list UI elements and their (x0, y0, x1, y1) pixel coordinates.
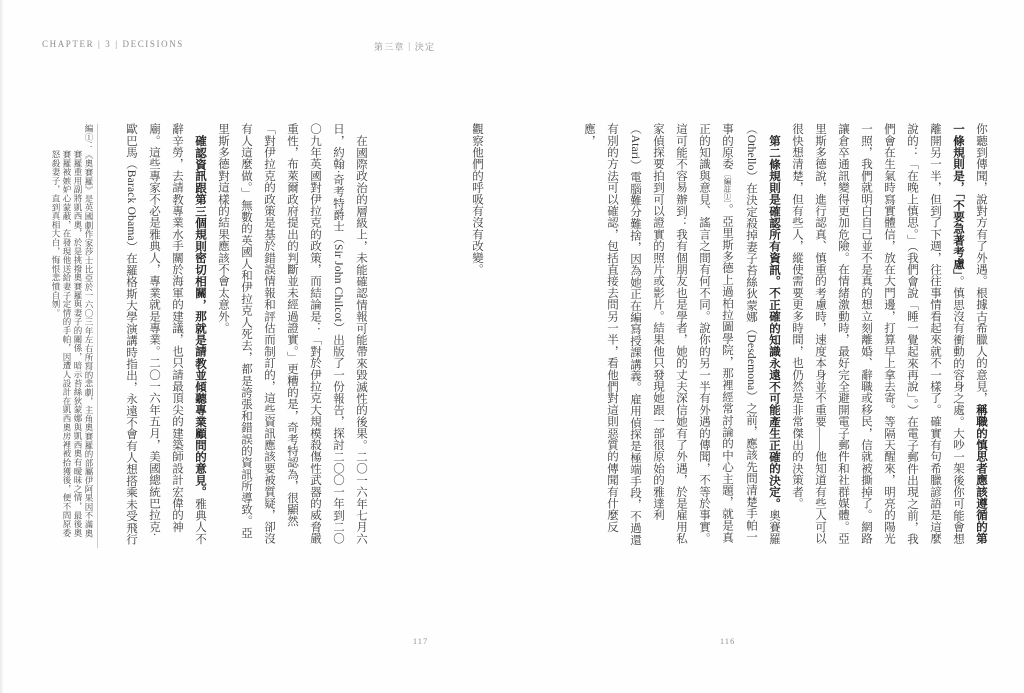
body-text: 你聽到傳聞，說對方有了外遇。根據古希臘人的意見， (975, 123, 987, 404)
body-text: 奧賽羅（Othello）在決定殺掉妻子苔絲狄蒙娜（Desdemona）之前，應該先問清楚手帕一事的原委 (721, 123, 780, 545)
body-paragraph (119, 123, 211, 546)
left-page-body-text (119, 123, 372, 546)
body-text: 。慎思沒有衝動的容身之處。大吵一架後你可能會想離開另一半，但到了下週，往往事情看起來就不一樣了。確實有句希臘諺語是這麼說的：「在晚上慎思。」（我們會說「睡一覺起來再說」。）在電子郵件出現之前，我們會在生氣時寫實體信，放在大門邊，打算早上拿去寄。等隔天醒來，明亮的陽光一照，我們就明白自己並不是真的想立刻離婚、辭職或移民，信就被撕掉了。網路讓倉卒通訊變得更加危險。在情緒激動時，最好完全避開電子郵件和社群媒體。亞里斯多德說，進行認真、慎重的考慮時，速度本身並不重要——他知道有些人可以很快想清楚，但有些人，縱使需要更多時間，也仍然是非常傑出的決策者。 (791, 123, 964, 545)
footnote-label: 編①： (84, 124, 94, 151)
emphasis-text: 確認資訊跟第三個規則密切相關，那就是請教並傾聽專業顧問的意見。 (194, 135, 206, 498)
inline-footnote-ref: 〔編註①〕 (723, 169, 732, 204)
editor-footnote-paragraph (50, 124, 94, 544)
body-text: 觀察他們的呼吸有沒有改變。 (471, 123, 483, 276)
emphasis-text: 第二條規則是確認所有資訊。不正確的知識永遠不可能產生正確的決定。 (768, 135, 780, 510)
body-text: 在國際政治的層級上，未能確認情報可能帶來毀滅性的後果。二〇一六年七月六日，約翰·奇考特爵士（Sir John Chilcot）出版了一份報告，探討二〇〇一年到二〇〇九年英國對伊拉克的政策，而結論是：「對於伊拉克大規模殺傷性武器的威脅嚴重性，布萊爾政府提出的判斷並未經過證實。」更糟的是，奇考特認為，很顯然「對伊拉克的政策是基於錯誤情報和評估而制訂的，這些資訊應該要被質疑，卻沒有人這麼做。」無數的英國人和伊拉克人死去，都是誇張和錯誤的資訊所導致。亞里斯多德對這樣的結果應該不會太意外。 (217, 123, 367, 545)
body-paragraph (465, 123, 488, 546)
body-paragraph (577, 123, 785, 546)
running-head-chapter-zh: 第三章｜決定 (374, 42, 436, 52)
footnote-text: 《奧賽羅》是英國劇作家莎士比亞於一六〇三年左右所寫的悲劇，主角奧賽羅的部屬伊阿果因不滿奧賽羅重用副將凱西奧，於是挑撥奧賽羅與妻子的關係，暗示苔絲狄蒙娜與凱西奧有曖昧之情，最後奧賽羅被嫉妒心蒙蔽，在發現他送給妻子定情的手帕，因遭人設計在凱西奧房裡被拾獲後，便不問原委怒殺妻子，直到真相大白，悔恨悲憤自刎。 (51, 150, 94, 538)
footnote-divider-rule (97, 124, 98, 548)
page-edge-shadow (0, 0, 4, 693)
body-text: 。亞里斯多德上過柏拉圖學院，那裡經常討論的中心主題，就是真正的知識與意見、謠言之間有何不同。說你的另一半有外遇的傳聞，不等於事實。這可能不容易辦到：我有個朋友也是學者，她的丈夫深信她有了外遇，於是雇用私家偵探要拍到可以證實的照片或影片。結果他只發現她跟一部很原始的雅達利（Atari）電腦難分難捨，因為她正在編寫授課講義。雇用偵探是極端手段，不過還有別的方法可以確認，包括直接去問另一半，看他們對這則惡質的傳聞有什麼反應， (583, 123, 733, 546)
editor-footnote (50, 124, 94, 544)
running-head-chapter-en: CHAPTER | 3 | DECISIONS (42, 39, 184, 49)
body-paragraph (785, 123, 992, 546)
body-paragraph (211, 123, 372, 546)
left-page-continuation-text (465, 123, 488, 546)
page-number-right: 116 (720, 637, 736, 646)
page-number-left: 117 (413, 637, 429, 646)
right-page-body-text (577, 123, 992, 546)
body-text: 雅典人不辭辛勞，去請教專業水手關於海軍的建議，也只請最頂尖的建築師設計宏偉的神廟。這些專家不必是雅典人，專業就是專業。二〇一六年五月，美國總統巴拉克·歐巴馬（Barack Obama）在羅格斯大學演講時指出，永遠不會有人想搭乘未受飛行 (125, 123, 206, 546)
emphasis-text: 稱職的慎思者應該遵循的第一條規則是，「不要急著考慮」 (952, 123, 987, 545)
